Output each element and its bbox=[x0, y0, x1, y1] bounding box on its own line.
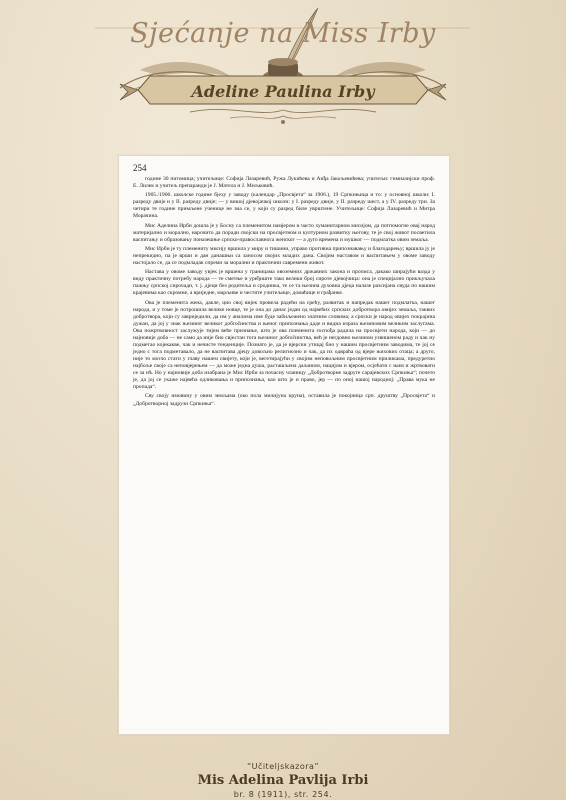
banner-title: Adeline Paulina Irby bbox=[191, 82, 375, 101]
header-ornament bbox=[0, 0, 566, 130]
footer-caption bbox=[0, 762, 566, 799]
paragraph: 1905./1906. школске године бјеху у заводу (календар „Просвјета“ за 1906.), 19 Српкињица и то: у основној школи: I. разреду двије и у II. разреду двије; — у вишој дјевојачкој школи: у I. разреду двије, у II. разреду шест, а у IV. разреду три. За четири те године примљене ученице не зна се, у који су разред биле уврштене. Учитељице: Софија Лазаревић и Митра Морачина. bbox=[133, 192, 435, 220]
script-title: Sjećanje na Miss Irby bbox=[130, 18, 436, 49]
paragraph: Сву своју имовину у овим земљама (око пола милијуна круна), оставила је покојница срп. друштву „Просвјета“ и „Добротворној задрузи Српкиња“. bbox=[133, 393, 435, 407]
document-body bbox=[133, 176, 435, 410]
paragraph: Настава у овоме заводу увјек је вршена у границама овоземних државних закона и прописа, дакако ширајући вазда у виду практичну потребу народа — те сметње и уређиште тако велики број сироте дјевојчица: она је специјално прикључала пажњу српској сирочади, т. ј. дјеци без родитеља и сродника, те се та њезина духовна дјеца налазе разсијана свуда по нашим крајевима као скромне, а вриједне, марљиве и честите учитељице, домаћице и грађанке. bbox=[133, 269, 435, 297]
publication-name: “Učiteljskazora” bbox=[246, 762, 320, 771]
paragraph: Мис Аделина Ирби дошла је у Босну са племенитом намјером и часто хуманитарном мисијом, да потпомогне овај народ материјално и морално, нарочито да поради својски на просвјетном и културном развитку његову, те је свој живот посветила васпитању и образовању поназешње српско-православнога женског — а дуго времена и мушког — подмлатка овим земаља. bbox=[133, 222, 435, 243]
page-number: 254 bbox=[133, 163, 147, 173]
caption-title: Mis Adelina Pavlija Irbi bbox=[197, 773, 369, 788]
paragraph: годинe 30 питомица; учитељице: Софија Лазаревић, Ружа Лукићева и Анђа Јакољевићева; учитељи: гимназијски проф. Е. Лилек и учитељ препаранди је Ј. Матела и Ј. Миљковић. bbox=[133, 176, 435, 190]
document-page bbox=[118, 155, 450, 735]
citation: br. 8 (1911), str. 254. bbox=[233, 790, 333, 799]
paragraph: Мис Ирби је ту племениту мисију вршила у миру и тишини, управо противна припознавању и благодарењу; вршила ју је непрекидно, па је врши и дан данашњи са заносом својих младих дана. Својим наставом и васпитањем у овоме заводу настојало се, да се подмладак спреми за морални и практични савремени живот. bbox=[133, 245, 435, 267]
paragraph: Ова је племенита жена, дакле, цио свој вијек провела радећи на срећу, развитак и напредак нашег подмлатка, нашег народа, и у томе је потрошила велике новце, те је она до данас један од највећих српских добротвора овијех земаља, таквих добротвора, који су завриједили, да им у аналима име буде забиљежено златним словима; а српски је народ овијех покрајина дужан, да јој у знак њезиног великог добročинства и њеног припознања даде и видна израза њезиновим великим заслугама. Ова пожртвовност заслужује тијем веће признање, што је ова племенита госпођа радила на просвјети народа, који — до најновије доба — не само да није био свјестан тога њезиног добročинства, већ је негдовно њезином узвишеном раду и чак ну подметао којекакве, чак и нечисте тенденције. Познато је, да је вјерски утицај био у нашим просвјетним заводима, те јој се једно с тога подметавало, да не васпитава дјецу довољно религиозно и чак, да их одвраћа од вјере њихових отаца; а друго, није то могло стати у главу нашем свијету, који је, вегетирајући у својим неповољним просвјетним приликама, предуретио најбоље своје са неповјерењем — да може једна душа, расташљена даљином, нацијом и вјером, осјећати с њим и жртвовати се за нѣ. Но у најновије доба изабрана је Мис Ирби за почасну чланицу „Добротворне задруге сарајевских Српкиња“; почето је, да јој се укаже највећа одликовања и припознања, као што је и право, јер — по оној нашој народној: „Права мука не пропада“. bbox=[133, 299, 435, 391]
